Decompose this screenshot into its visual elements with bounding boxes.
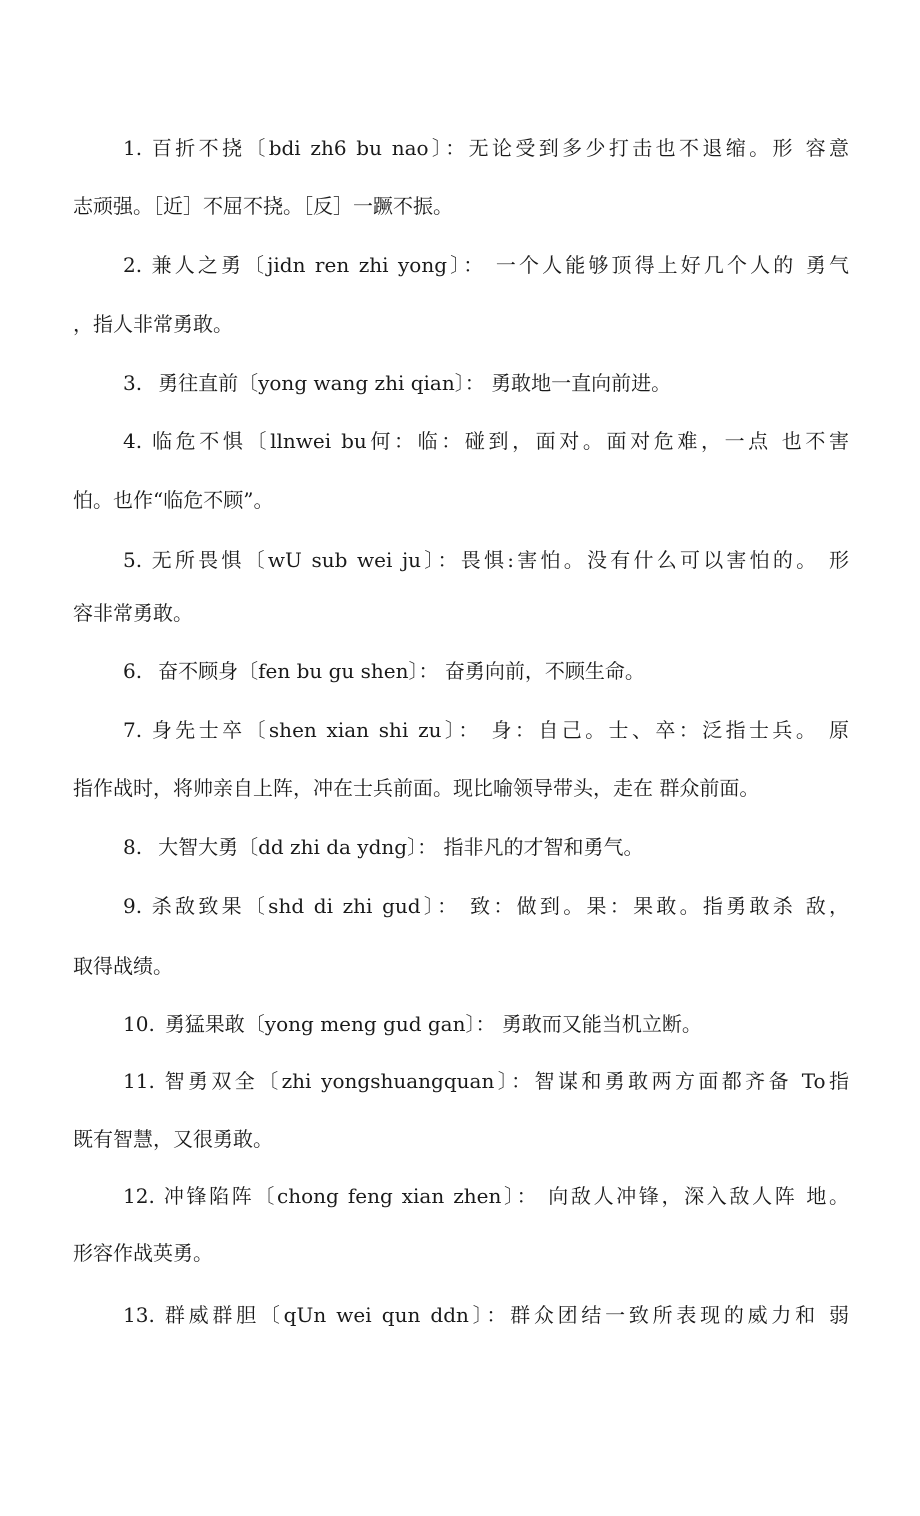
entry-8-text: 大智大勇〔dd zhi da ydng〕： 指非凡的才智和勇气。 <box>158 835 644 859</box>
entry-3-text: 勇往直前〔yong wang zhi qian〕： 勇敢地一直向前进。 <box>158 371 672 395</box>
entry-1-line-1 <box>73 133 849 163</box>
entry-13-line-1 <box>73 1300 849 1330</box>
entry-8-line-1 <box>73 832 849 862</box>
entry-12-line-2: 形容作战英勇。 <box>73 1241 213 1265</box>
entry-2-line-2: ，指人非常勇敢。 <box>73 312 233 336</box>
entry-12-text: 冲锋陷阵〔chong feng xian zhen〕： 向敌人冲锋，深入敌人阵 地。 <box>163 1184 849 1208</box>
entry-6-line-1 <box>73 656 849 686</box>
entry-2-text: 兼人之勇〔jidn ren zhi yong〕： 一个人能够顶得上好几个人的 勇气 <box>151 253 849 277</box>
entry-10-text: 勇猛果敢〔yong meng gud gan〕： 勇敢而又能当机立断。 <box>164 1012 702 1036</box>
entry-4-line-2: 怕。也作“临危不顾”。 <box>73 488 274 512</box>
entry-9-line-1 <box>73 891 849 921</box>
entry-7-line-1 <box>73 715 849 745</box>
entry-7-number: 7. <box>123 718 143 742</box>
entry-9-line-2: 取得战绩。 <box>73 954 173 978</box>
entry-9-text: 杀敌致果〔shd di zhi gud〕： 致：做到。果：果敢。指勇敢杀 敌， <box>151 894 849 918</box>
entry-11-number: 11. <box>123 1069 155 1093</box>
entry-1-number: 1. <box>123 136 143 160</box>
entry-7-text: 身先士卒〔shen xian shi zu〕： 身：自己。士、卒：泛指士兵。 原 <box>151 718 849 742</box>
entry-2-line-1 <box>73 250 849 280</box>
entry-6-text: 奋不顾身〔fen bu gu shen〕： 奋勇向前，不顾生命。 <box>158 659 645 683</box>
entry-12-line-1 <box>73 1181 849 1211</box>
entry-10-number: 10. <box>123 1012 155 1036</box>
entry-13-number: 13. <box>123 1303 155 1327</box>
entry-1-line-2: 志顽强。［近］不屈不挠。［反］一蹶不振。 <box>73 194 453 218</box>
entry-5-line-2: 容非常勇敢。 <box>73 601 193 625</box>
entry-5-text: 无所畏惧〔wU sub wei ju〕：畏惧:害怕。没有什么可以害怕的。 形 <box>151 548 849 572</box>
entry-6-number: 6. <box>123 659 143 683</box>
entry-7-line-2: 指作战时，将帅亲自上阵，冲在士兵前面。现比喻领导带头，走在 群众前面。 <box>73 776 760 800</box>
entry-4-number: 4. <box>123 429 143 453</box>
entry-4-line-1 <box>73 426 849 456</box>
entry-4-text: 临危不惧〔llnwei bu何：临：碰到，面对。面对危难，一点 也不害 <box>152 429 849 453</box>
entry-8-number: 8. <box>123 835 143 859</box>
entry-3-line-1 <box>73 368 849 398</box>
entry-5-number: 5. <box>123 548 143 572</box>
entry-2-number: 2. <box>123 253 143 277</box>
entry-11-line-2: 既有智慧，又很勇敢。 <box>73 1127 273 1151</box>
entry-9-number: 9. <box>123 894 143 918</box>
entry-5-line-1 <box>73 545 849 575</box>
entry-13-text: 群威群胆〔qUn wei qun ddn〕：群众团结一致所表现的威力和 弱 <box>164 1303 849 1327</box>
entry-11-text: 智勇双全〔zhi yongshuangquan〕：智谋和勇敢两方面都齐备 To指 <box>164 1069 849 1093</box>
entry-3-number: 3. <box>123 371 143 395</box>
entry-1-text: 百折不挠〔bdi zh6 bu nao〕：无论受到多少打击也不退缩。形 容意 <box>151 136 849 160</box>
entry-11-line-1 <box>73 1066 849 1096</box>
entry-10-line-1 <box>73 1009 849 1039</box>
entry-12-number: 12. <box>123 1184 155 1208</box>
